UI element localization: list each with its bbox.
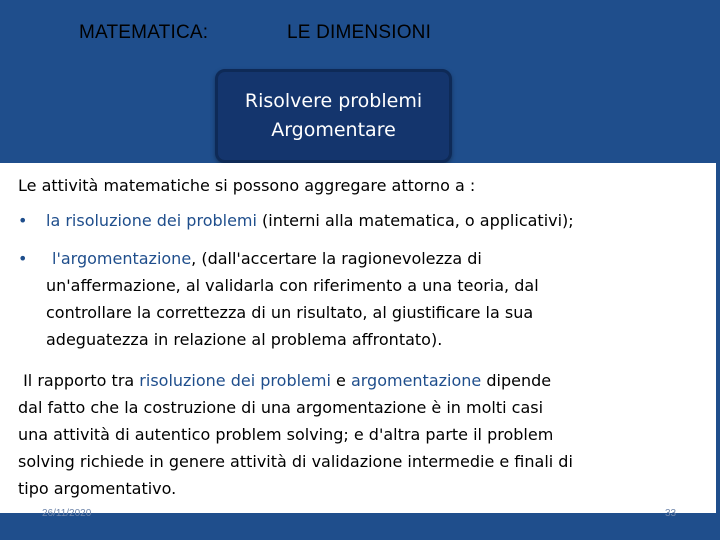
subject-line-2: Argomentare [271, 119, 396, 141]
paragraph-line-1 [18, 367, 712, 394]
header-topic: LE DIMENSIONI [287, 22, 432, 43]
footer-date: 26/11/2020 [42, 508, 92, 519]
bullet-rest: (interni alla matematica, o applicativi); [256, 211, 574, 230]
footer-page-number: 33 [665, 508, 677, 519]
paragraph-prefix: Il rapporto tra [18, 371, 140, 390]
highlight-term-1: risoluzione dei problemi [139, 371, 331, 390]
highlight-term-2: argomentazione [350, 371, 482, 390]
paragraph-line-5: tipo argomentativo. [18, 479, 177, 498]
bullet-line-3: controllare la correttezza di un risultato, al giustificare la sua [46, 303, 534, 322]
header-subject: MATEMATICA: [79, 22, 209, 43]
bullet-dot: • [18, 249, 28, 268]
bullet-rest: , (dall'accertare la ragionevolezza di [191, 249, 482, 268]
paragraph-line-2: dal fatto che la costruzione di una argomentazione è in molti casi [18, 398, 544, 417]
highlight-term: l'argomentazione [52, 249, 192, 268]
subject-line-1: Risolvere problemi [244, 90, 423, 112]
paragraph-mid: e [330, 371, 351, 390]
highlight-term: la risoluzione dei problemi [46, 211, 257, 230]
subject-box [215, 69, 452, 163]
paragraph-rest: dipende [481, 371, 552, 390]
intro-text: Le attività matematiche si possono aggregare attorno a : [18, 176, 476, 195]
bullet-line-4: adeguatezza in relazione al problema affrontato). [46, 330, 443, 349]
bullet-text [52, 245, 482, 272]
slide-header [0, 22, 720, 52]
paragraph-line-3: una attività di autentico problem solving; e d'altra parte il problem [18, 425, 554, 444]
content-panel [0, 163, 716, 513]
bullet-text [46, 207, 574, 234]
bullet-dot: • [18, 211, 28, 230]
paragraph-line-4: solving richiede in genere attività di validazione intermedie e finali di [18, 452, 573, 471]
bullet-line-2: un'affermazione, al validarla con riferimento a una teoria, dal [46, 276, 539, 295]
paragraph [18, 367, 712, 502]
